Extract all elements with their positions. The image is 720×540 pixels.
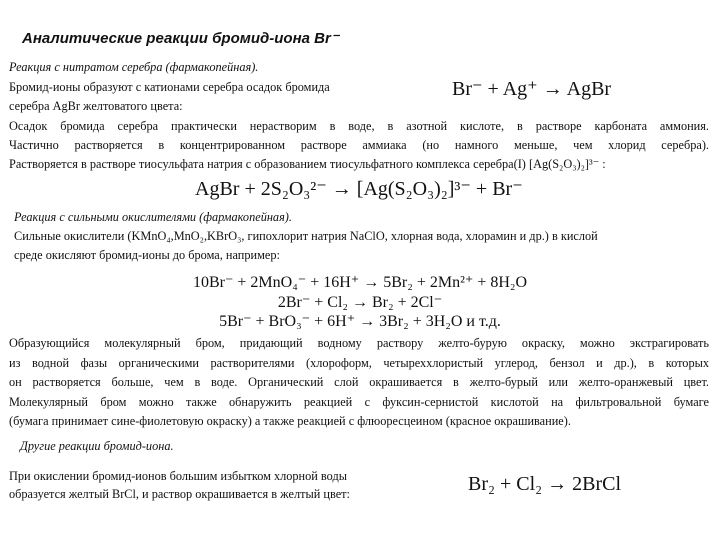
equation: AgBr + 2S₂O₃²⁻ → [Ag(S₂O₃)₂]³⁻ + Br⁻	[195, 178, 523, 200]
text-line: Растворяется в растворе тиосульфата натрия с образованием тиосульфатного комплекса серебра(I) [Ag(S₂O₃)₂]³⁻ :	[9, 157, 606, 171]
text-line: он растворяется больше, чем в воде. Органический слой окрашивается в желто-бурый или желто-оранжевый цвет.	[9, 375, 709, 389]
text-line: Осадок бромида серебра практически нерастворим в воде, в азотной кислоте, в растворе карбоната аммония.	[9, 119, 709, 133]
equation: Br₂ + Cl₂ → 2BrCl	[468, 473, 622, 495]
text-line: Сильные окислители (KMnO₄,MnO₂,KBrO₃, гипохлорит натрия NaClO, хлорная вода, хлорамин и др.) в кислой	[14, 229, 598, 243]
text-line: (бумага принимает сине-фиолетовую окраску) а также реакцией с флюоресцеином (красное окрашивание).	[9, 414, 571, 428]
text-line: Образующийся молекулярный бром, придающий водному раствору желто-бурую окраску, можно экстрагировать	[9, 336, 709, 350]
text-line: Молекулярный бром можно также обнаружить реакцией с фуксин-сернистой кислотой на фильтровальной бумаге	[9, 394, 709, 409]
section-heading: Реакция с сильными окислителями (фармакопейная).	[14, 210, 292, 224]
page-title: Аналитические реакции бромид-иона Br⁻	[22, 30, 339, 47]
text-line: из водной фазы органическими растворителями (хлороформ, четыреххлористый углерод, бензол и др.), в которых	[9, 355, 709, 370]
text-line: При окислении бромид-ионов большим избытком хлорной воды	[9, 469, 347, 483]
equation: 2Br⁻ + Cl₂ → Br₂ + 2Cl⁻	[277, 294, 443, 311]
text-line: Частично растворяется в концентрированном растворе аммиака (но намного меньше, чем хлорид серебра).	[9, 138, 709, 152]
paragraph	[9, 117, 709, 174]
text-line: Бромид-ионы образуют с катионами серебра осадок бромида	[9, 80, 330, 94]
text-line: образуется желтый BrCl, и раствор окрашивается в желтый цвет:	[9, 487, 350, 501]
text-line: среде окисляют бромид-ионы до брома, например:	[14, 248, 280, 262]
paragraph	[9, 334, 709, 432]
section-heading: Реакция с нитратом серебра (фармакопейная).	[9, 60, 259, 74]
equation: 5Br⁻ + BrO₃⁻ + 6H⁺ → 3Br₂ + 3H₂O и т.д.	[219, 313, 501, 330]
section-heading: Другие реакции бромид-иона.	[20, 439, 174, 453]
text-line: серебра AgBr желтоватого цвета:	[9, 99, 183, 113]
equation: Br⁻ + Ag⁺ → AgBr	[452, 78, 612, 100]
equation: 10Br⁻ + 2MnO₄⁻ + 16H⁺ → 5Br₂ + 2Mn²⁺ + 8H₂O	[192, 274, 528, 291]
